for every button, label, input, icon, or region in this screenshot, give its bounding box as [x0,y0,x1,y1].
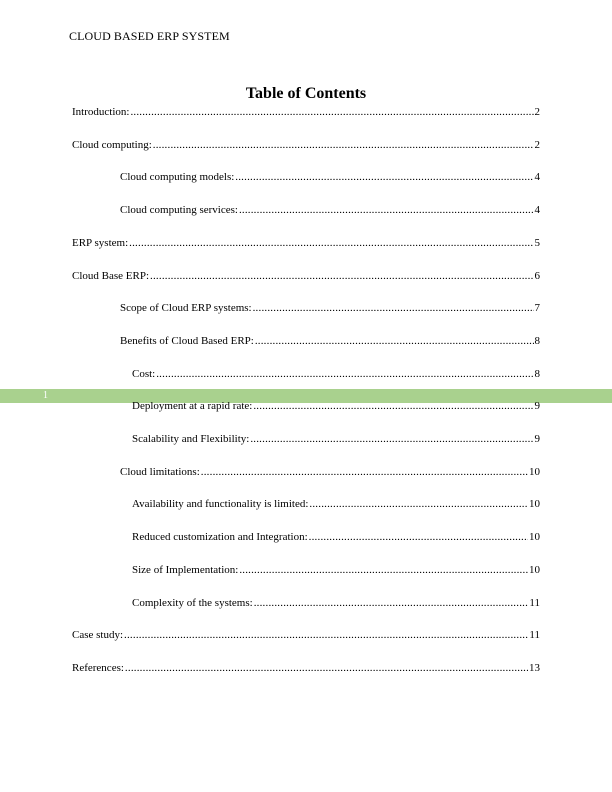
toc-entry[interactable] [132,366,540,382]
toc-entry-page: 10 [529,531,540,544]
toc-entry-page: 13 [529,661,540,674]
toc-dot-leader [124,627,528,643]
toc-entry-label: Scope of Cloud ERP systems: [120,302,252,315]
running-head: CLOUD BASED ERP SYSTEM [69,29,230,43]
toc-entry-label: Cloud Base ERP: [72,269,150,282]
toc-entry-page: 5 [534,236,540,249]
toc-entry[interactable] [120,333,540,349]
toc-entry-page: 6 [534,269,540,282]
toc-dot-leader [201,464,528,480]
toc-entry-page: 9 [534,433,540,445]
toc-dot-leader [250,431,533,447]
toc-entry[interactable] [120,169,540,185]
toc-dot-leader [309,496,528,512]
toc-entry[interactable] [72,137,540,153]
toc-dot-leader [239,562,528,578]
toc-entry[interactable] [120,464,540,480]
toc-entry-page: 8 [534,367,540,380]
toc-entry-label: Benefits of Cloud Based ERP: [120,334,254,347]
toc-dot-leader [150,268,533,284]
toc-entry-page: 10 [529,465,540,478]
toc-entry[interactable] [132,562,540,578]
toc-entry-label: Deployment at a rapid rate: [132,400,253,413]
toc-entry[interactable] [72,268,540,284]
toc-entry-page: 10 [529,563,540,576]
toc-entry-label: Introduction: [72,106,130,118]
toc-dot-leader [156,366,533,382]
toc-dot-leader [239,202,534,218]
toc-entry-page: 11 [529,629,540,642]
toc-dot-leader [254,595,529,611]
toc-entry-label: References: [72,661,124,674]
toc-entry[interactable] [132,595,540,611]
toc-entry-label: Scalability and Flexibility: [132,433,250,445]
toc-entry[interactable] [72,104,540,120]
toc-entry[interactable] [132,398,540,414]
toc-entry-label: Case study: [72,629,124,642]
toc-dot-leader [309,529,528,545]
toc-entry[interactable] [120,202,540,218]
toc-dot-leader [253,398,533,414]
toc-entry-label: Cost: [132,367,156,380]
toc-entry-page: 11 [529,596,540,609]
toc-entry-label: Complexity of the systems: [132,596,253,609]
toc-entry[interactable] [72,660,540,676]
toc-entry[interactable] [72,627,540,643]
toc-entry-label: ERP system: [72,236,129,249]
toc-entry-label: Availability and functionality is limited: [132,498,309,511]
toc-entry-label: Cloud computing: [72,138,152,151]
toc-entry-label: Cloud computing models: [120,171,235,184]
toc-entry-page: 7 [534,302,540,315]
toc-entry-page: 4 [534,204,540,217]
toc-dot-leader [235,169,533,185]
toc-dot-leader [253,300,534,316]
toc-dot-leader [125,660,528,676]
toc-entry[interactable] [132,529,540,545]
toc-dot-leader [153,137,534,153]
toc-entry-page: 2 [534,106,540,118]
toc-entry-label: Cloud limitations: [120,465,200,478]
toc-entry-page: 4 [534,171,540,184]
toc-entry[interactable] [132,496,540,512]
toc-entry-label: Cloud computing services: [120,204,238,217]
toc-entry-label: Size of Implementation: [132,563,239,576]
toc-entry-label: Reduced customization and Integration: [132,531,308,544]
toc-entry-page: 10 [529,498,540,511]
toc-dot-leader [129,235,533,251]
toc-entry[interactable] [72,235,540,251]
page-number: 1 [43,390,48,401]
toc-entry-page: 8 [534,334,540,347]
toc-title: Table of Contents [245,85,367,102]
toc-entry-page: 9 [534,400,540,413]
toc-entry-page: 2 [534,138,540,151]
toc-dot-leader [130,104,533,120]
toc-entry[interactable] [120,300,540,316]
toc-dot-leader [255,333,534,349]
toc-entry[interactable] [132,431,540,447]
